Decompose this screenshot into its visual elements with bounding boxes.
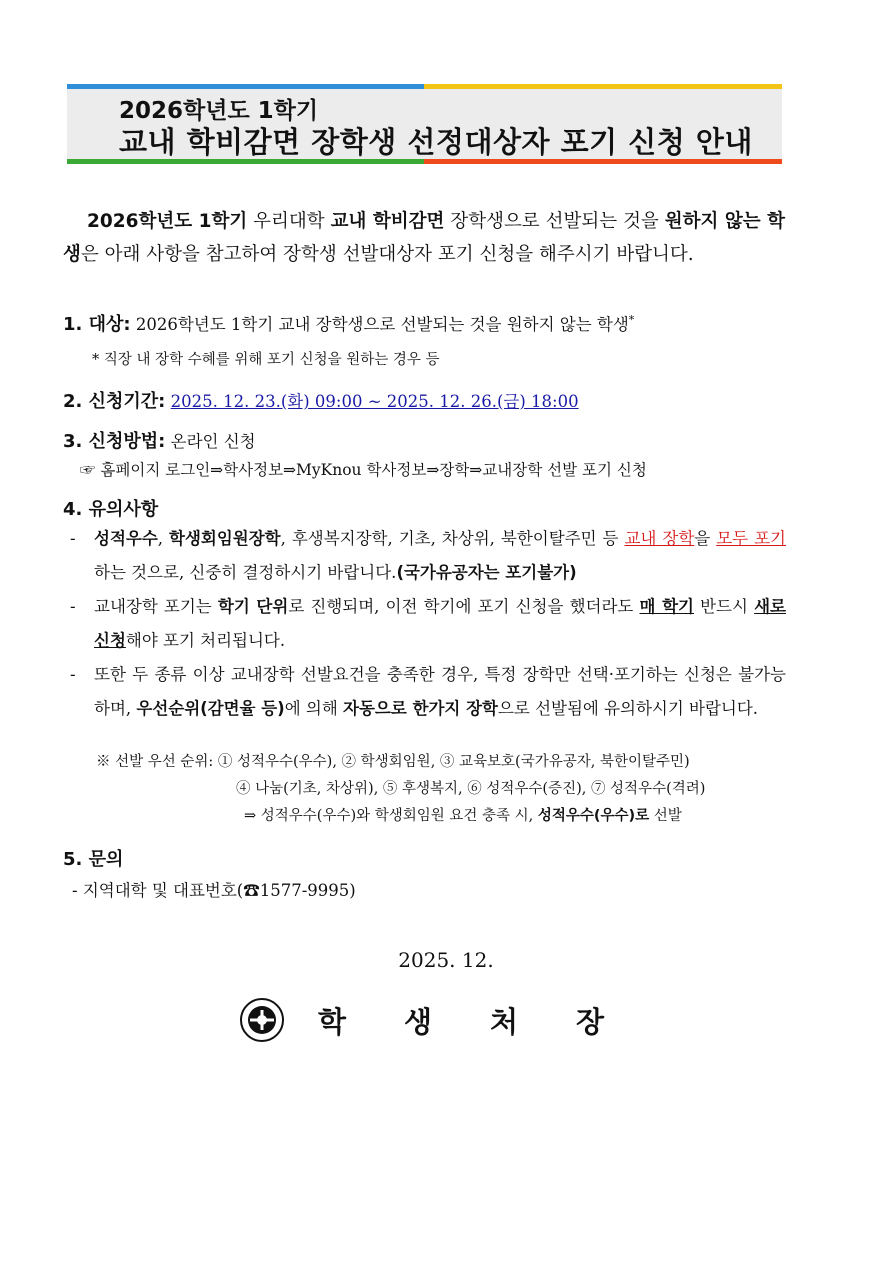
caution-2-text: 교내장학 포기는 — [94, 597, 218, 616]
application-period-link[interactable]: 2025. 12. 23.(화) 09:00 ~ 2025. 12. 26.(금) 18:00 — [170, 392, 579, 411]
caution-1-text: , — [157, 529, 170, 548]
list-item — [70, 658, 786, 726]
section-target — [63, 310, 634, 336]
caution-3-text: 또한 두 종류 이상 교내장학 선발요건을 충족한 경우, 특정 장학만 선택·포기하는 신청은 불가능하며, — [94, 665, 786, 718]
section-period — [63, 387, 579, 413]
caution-1-text: 하는 것으로, 신중히 결정하시기 바랍니다. — [94, 563, 397, 582]
section-1-note: * 직장 내 장학 수혜를 위해 포기 신청을 원하는 경우 등 — [92, 352, 440, 368]
list-item — [70, 590, 786, 658]
caution-1-strong: 성적우수 — [94, 529, 158, 548]
contact-line: - 지역대학 및 대표번호(☎1577-9995) — [72, 881, 356, 900]
list-item — [70, 522, 786, 590]
bullet-dash: - — [70, 529, 76, 548]
caution-2-text: 로 진행되며, 이전 학기에 포기 신청을 했더라도 — [288, 597, 640, 616]
banner-bar-blue — [67, 84, 424, 89]
intro-text: 장학생으로 선발되는 것을 — [444, 211, 665, 232]
application-path: ☞ 홈페이지 로그인⇒학사정보⇒MyKnou 학사정보⇒장학⇒교내장학 선발 포기 신청 — [80, 461, 647, 479]
section-contact — [63, 845, 123, 871]
priority-line-1: ※ 선발 우선 순위: ① 성적우수(우수), ② 학생회임원, ③ 교육보호(국가유공자, 북한이탈주민) — [96, 754, 690, 770]
caution-2-text: 해야 포기 처리됩니다. — [125, 631, 286, 650]
caution-1-strong: (국가유공자는 포기불가) — [396, 563, 577, 582]
caution-1-text: , 후생복지장학, 기초, 차상위, 북한이탈주민 등 — [280, 529, 625, 548]
priority-line-2: ④ 나눔(기초, 차상위), ⑤ 후생복지, ⑥ 성적우수(증진), ⑦ 성적우수(격려) — [236, 781, 706, 797]
caution-2-strong: 매 학기 — [639, 597, 694, 616]
document-date: 2025. 12. — [398, 948, 494, 972]
bullet-dash: - — [70, 597, 76, 616]
caution-1-red: 모두 포기 — [716, 529, 786, 548]
bullet-dash: - — [70, 665, 76, 684]
caution-1-strong: 학생회임원장학 — [169, 529, 281, 548]
section-1-text: 2026학년도 1학기 교내 장학생으로 선발되는 것을 원하지 않는 학생 — [130, 315, 629, 334]
priority-line-3 — [244, 804, 682, 825]
caution-1-text: 을 — [694, 529, 717, 548]
caution-list — [70, 522, 786, 726]
caution-2-strong: 새로 신청 — [94, 597, 786, 650]
section-3-text: 온라인 신청 — [165, 432, 256, 451]
caution-1-red: 교내 장학 — [624, 529, 695, 548]
banner-bar-yellow — [424, 84, 782, 89]
banner-subtitle: 2026학년도 1학기 — [119, 98, 319, 124]
intro-paragraph — [63, 205, 785, 271]
section-1-heading: 1. 대상: — [63, 314, 131, 335]
caution-3-text: 에 의해 — [284, 699, 344, 718]
priority-text: 선발 — [649, 808, 682, 824]
section-3-heading: 3. 신청방법: — [63, 431, 166, 452]
intro-text: 은 아래 사항을 참고하여 장학생 선발대상자 포기 신청을 해주시기 바랍니다. — [80, 244, 694, 265]
caution-2-text: 반드시 — [693, 597, 755, 616]
intro-scholarship: 교내 학비감면 — [330, 211, 445, 232]
section-5-heading: 5. 문의 — [63, 849, 124, 870]
university-seal-icon — [240, 998, 284, 1042]
section-caution — [63, 495, 158, 521]
intro-text: 우리대학 — [247, 211, 331, 232]
signature-block — [240, 998, 662, 1042]
footnote-mark: * — [628, 313, 635, 327]
signature-office: 학생처장 — [318, 1004, 663, 1039]
section-4-heading: 4. 유의사항 — [63, 499, 159, 520]
intro-term: 2026학년도 1학기 — [87, 211, 248, 232]
caution-3-text: 으로 선발됨에 유의하시기 바랍니다. — [497, 699, 759, 718]
caution-3-strong: 우선순위(감면율 등) — [136, 699, 285, 718]
caution-3-strong: 자동으로 한가지 장학 — [343, 699, 498, 718]
section-2-heading: 2. 신청기간: — [63, 391, 166, 412]
caution-2-strong: 학기 단위 — [217, 597, 289, 616]
intro-target: 원하지 않는 학생 — [63, 211, 786, 265]
section-method — [63, 427, 256, 453]
priority-text: ⇒ 성적우수(우수)와 학생회임원 요건 충족 시, — [244, 808, 538, 824]
title-banner — [67, 84, 782, 164]
priority-strong: 성적우수(우수)로 — [537, 808, 650, 824]
banner-title: 교내 학비감면 장학생 선정대상자 포기 신청 안내 — [119, 125, 753, 159]
